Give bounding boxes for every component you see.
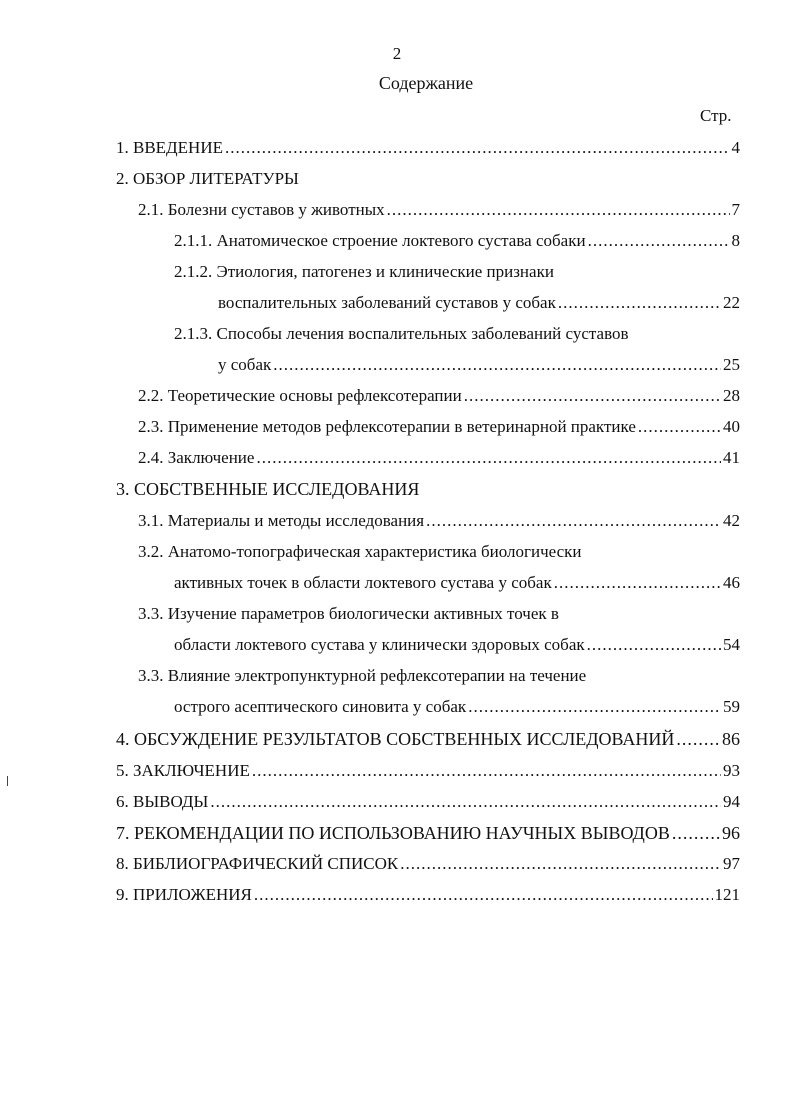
- dot-leader: [464, 381, 721, 411]
- dot-leader: [252, 756, 721, 786]
- dot-leader: [273, 350, 721, 380]
- dot-leader: [468, 692, 721, 722]
- toc-entry-page: 94: [723, 792, 740, 811]
- toc-entry-text: острого асептического синовита у собак: [174, 697, 467, 716]
- toc-row-introduction[interactable]: [0, 133, 794, 163]
- toc-entry-page: 40: [723, 417, 740, 436]
- toc-row-3-3b-cont[interactable]: [0, 692, 794, 722]
- toc-entry-text: 7. РЕКОМЕНДАЦИИ ПО ИСПОЛЬЗОВАНИЮ НАУЧНЫХ ВЫВОДОВ: [116, 823, 670, 843]
- toc-row-own-research[interactable]: [0, 474, 794, 504]
- toc-entry-page: 46: [723, 573, 740, 592]
- dot-leader: [254, 880, 713, 910]
- dot-leader: [672, 818, 720, 848]
- toc-entry-text: 1. ВВЕДЕНИЕ: [116, 138, 223, 157]
- toc-row-discussion[interactable]: [0, 724, 794, 754]
- toc-entry-text: 5. ЗАКЛЮЧЕНИЕ: [116, 761, 250, 780]
- toc-entry-text: 2.3. Применение методов рефлексотерапии в ветеринарной практике: [138, 417, 636, 436]
- toc-entry-page: 8: [731, 231, 740, 250]
- toc-entry-page: 7: [731, 200, 740, 219]
- toc-row-3-3a-cont[interactable]: [0, 630, 794, 660]
- toc-row-2-1-2-cont[interactable]: [0, 288, 794, 318]
- toc-entry-page: 121: [714, 885, 740, 904]
- toc-row-recommendations[interactable]: [0, 818, 794, 848]
- toc-entry-page: 25: [723, 355, 740, 374]
- toc-entry-text: 2. ОБЗОР ЛИТЕРАТУРЫ: [116, 169, 299, 188]
- page-number: 2: [392, 44, 402, 63]
- toc-entry-text: 2.1.1. Анатомическое строение локтевого сустава собаки: [174, 231, 586, 250]
- toc-entry-text: области локтевого сустава у клинически здоровых собак: [174, 635, 585, 654]
- toc-entry-text: 3.2. Анатомо-топографическая характеристика биологически: [138, 542, 582, 561]
- toc-entry-page: 93: [723, 761, 740, 780]
- dot-leader: [638, 412, 721, 442]
- toc-row-3-1[interactable]: [0, 506, 794, 536]
- toc-row-literature-review[interactable]: [0, 164, 794, 194]
- toc-row-2-3[interactable]: [0, 412, 794, 442]
- toc-entry-text: 2.1.2. Этиология, патогенез и клинические признаки: [174, 262, 554, 281]
- toc-entry-text: 2.2. Теоретические основы рефлексотерапии: [138, 386, 462, 405]
- toc-entry-text: 3. СОБСТВЕННЫЕ ИССЛЕДОВАНИЯ: [116, 479, 420, 499]
- toc-row-2-1[interactable]: [0, 195, 794, 225]
- toc-row-3-2-cont[interactable]: [0, 568, 794, 598]
- toc-row-2-4[interactable]: [0, 443, 794, 473]
- toc-entry-page: 54: [723, 635, 740, 654]
- toc-entry-text: у собак: [218, 355, 272, 374]
- toc-entry-text: активных точек в области локтевого сустава у собак: [174, 573, 552, 592]
- toc-entry-page: 4: [731, 138, 740, 157]
- toc-entry-page: 28: [723, 386, 740, 405]
- toc-entry-text: 6. ВЫВОДЫ: [116, 792, 209, 811]
- toc-entry-text: 4. ОБСУЖДЕНИЕ РЕЗУЛЬТАТОВ СОБСТВЕННЫХ ИССЛЕДОВАНИЙ: [116, 729, 675, 749]
- dot-leader: [387, 195, 730, 225]
- dot-leader: [400, 849, 721, 879]
- toc-entry-page: 96: [722, 823, 740, 843]
- toc-entry-page: 22: [723, 293, 740, 312]
- toc-entry-text: 3.1. Материалы и методы исследования: [138, 511, 425, 530]
- toc-entry-text: 3.3. Изучение параметров биологически активных точек в: [138, 604, 559, 623]
- toc-row-findings[interactable]: [0, 787, 794, 817]
- dot-leader: [554, 568, 721, 598]
- toc-row-appendices[interactable]: [0, 880, 794, 910]
- dot-leader: [210, 787, 721, 817]
- toc-entry-text: 3.3. Влияние электропунктурной рефлексотерапии на течение: [138, 666, 587, 685]
- dot-leader: [558, 288, 721, 318]
- toc-entry-text: воспалительных заболеваний суставов у собак: [218, 293, 556, 312]
- toc-row-2-1-3-cont[interactable]: [0, 350, 794, 380]
- toc-row-2-1-3[interactable]: [0, 319, 794, 349]
- toc-entry-text: 9. ПРИЛОЖЕНИЯ: [116, 885, 252, 904]
- toc-row-conclusion[interactable]: [0, 756, 794, 786]
- toc-row-2-1-2[interactable]: [0, 257, 794, 287]
- toc-entry-page: 97: [723, 854, 740, 873]
- toc-entry-page: 42: [723, 511, 740, 530]
- dot-leader: [588, 226, 730, 256]
- toc-row-3-3b[interactable]: [0, 661, 794, 691]
- dot-leader: [256, 443, 721, 473]
- page-title: Содержание: [378, 73, 474, 93]
- toc-row-2-2[interactable]: [0, 381, 794, 411]
- toc-row-3-3a[interactable]: [0, 599, 794, 629]
- dot-leader: [587, 630, 721, 660]
- page-column-label: Стр.: [700, 106, 732, 125]
- toc-row-2-1-1[interactable]: [0, 226, 794, 256]
- toc-entry-text: 2.1. Болезни суставов у животных: [138, 200, 385, 219]
- toc-row-bibliography[interactable]: [0, 849, 794, 879]
- toc-entry-page: 59: [723, 697, 740, 716]
- toc-entry-page: 41: [723, 448, 740, 467]
- toc-entry-text: 2.4. Заключение: [138, 448, 255, 467]
- dot-leader: [676, 724, 720, 754]
- toc-entry-text: 8. БИБЛИОГРАФИЧЕСКИЙ СПИСОК: [116, 854, 399, 873]
- toc-entry-text: 2.1.3. Способы лечения воспалительных заболеваний суставов: [174, 324, 629, 343]
- dot-leader: [426, 506, 721, 536]
- toc-entry-page: 86: [722, 729, 740, 749]
- toc-row-3-2[interactable]: [0, 537, 794, 567]
- dot-leader: [225, 133, 730, 163]
